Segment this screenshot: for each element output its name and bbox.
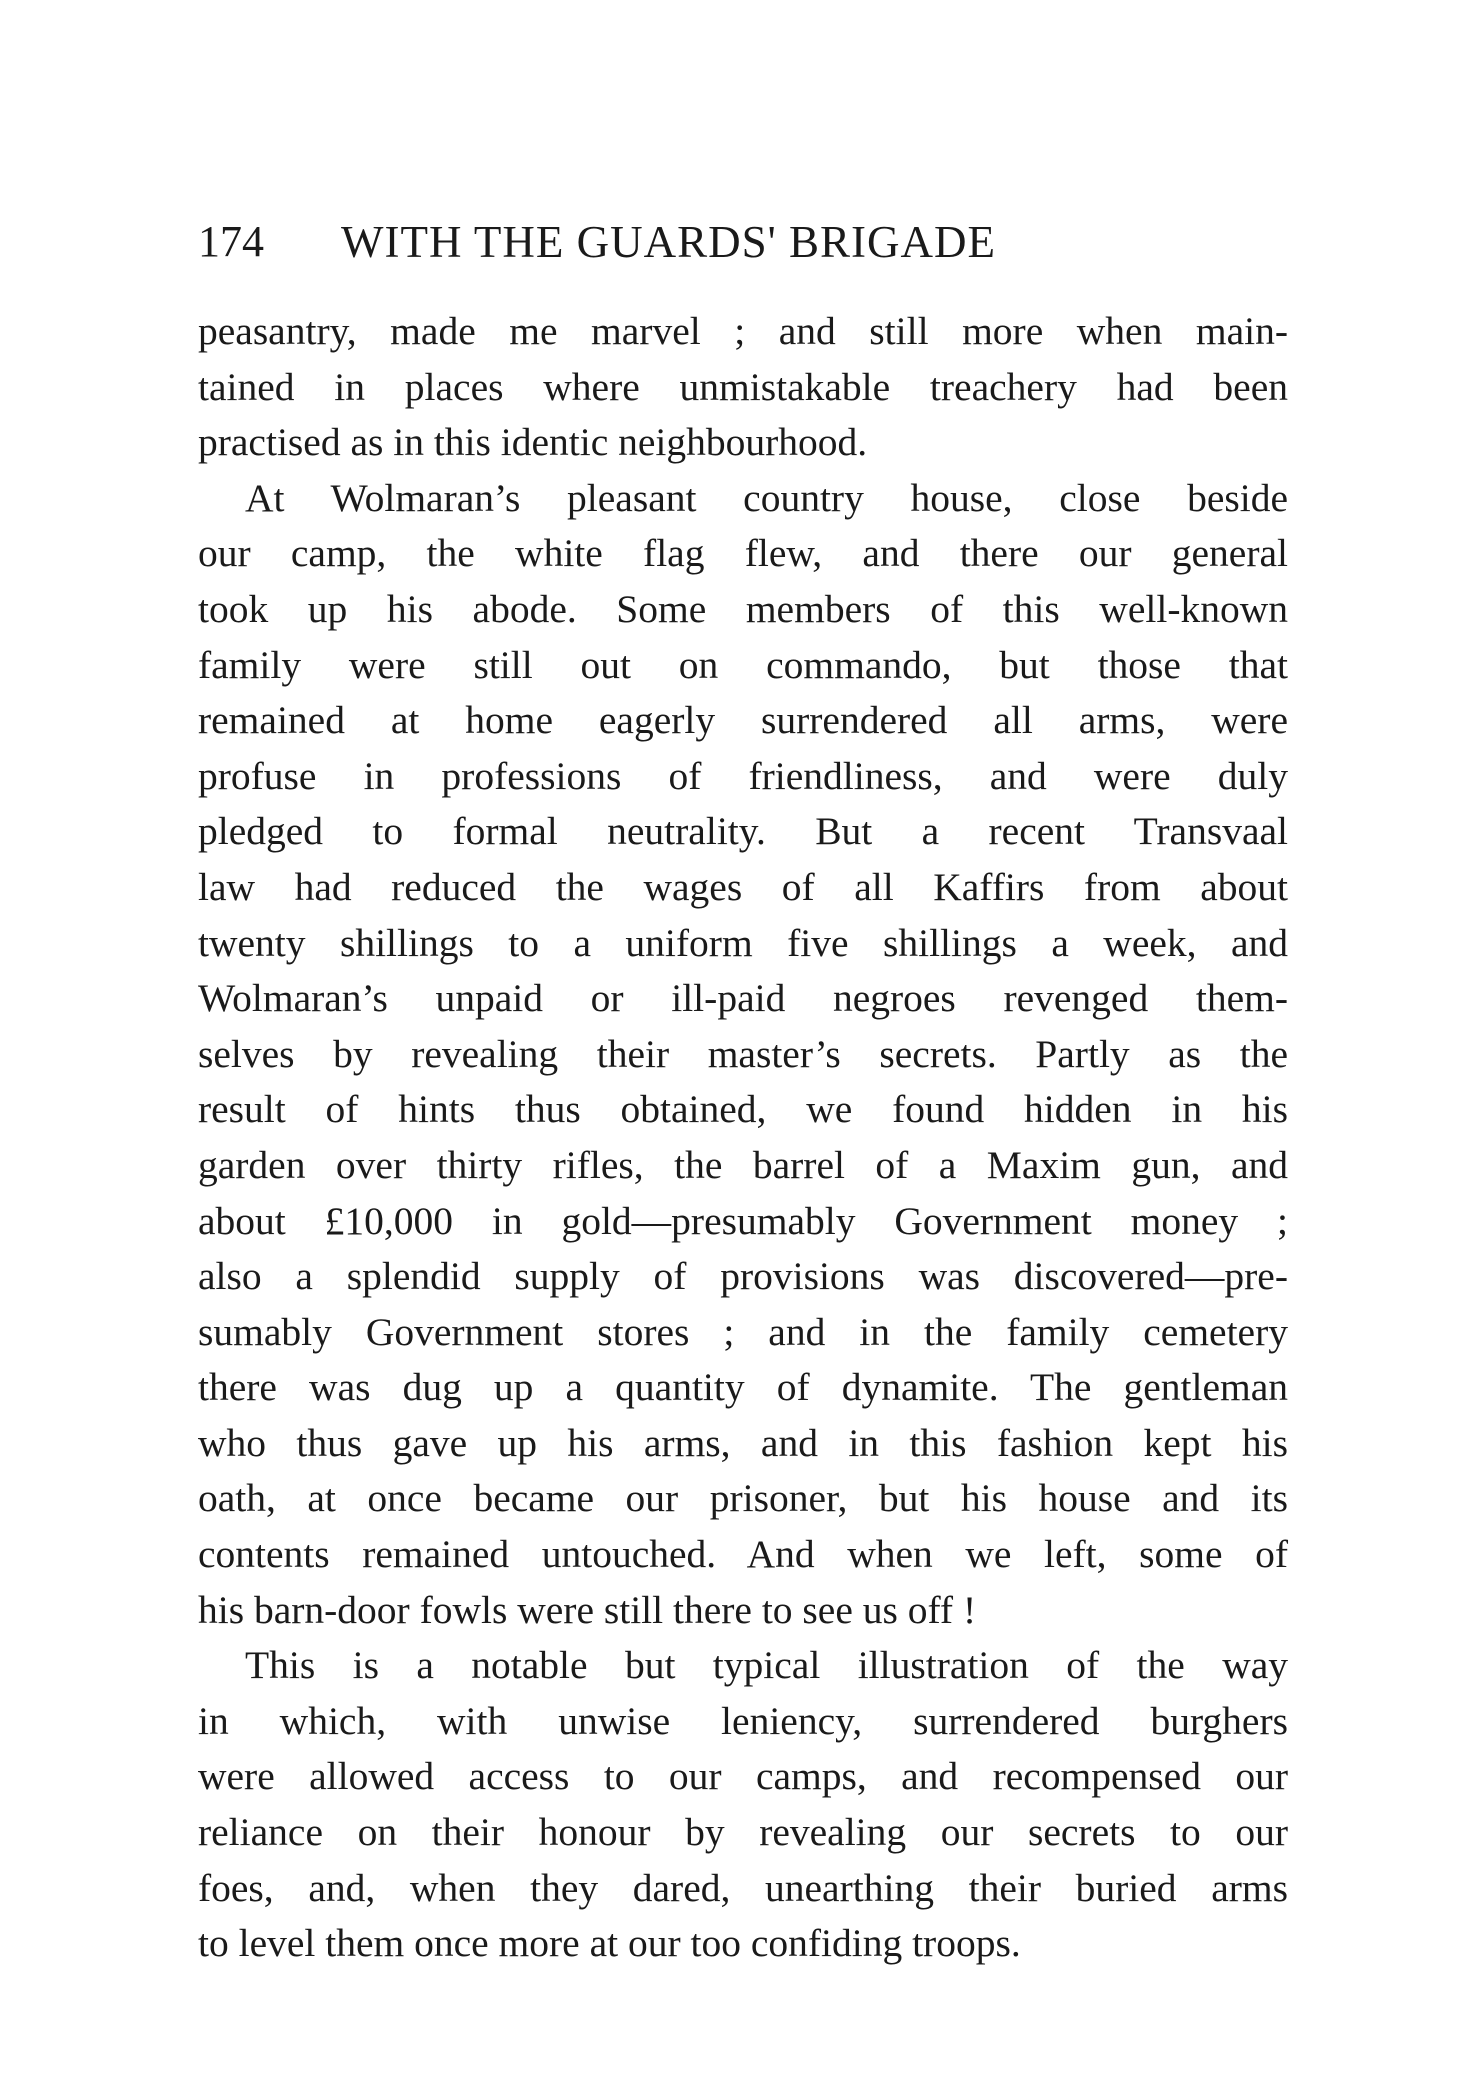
paragraph bbox=[198, 304, 1288, 471]
text-line: his barn-door fowls were still there to see us off ! bbox=[198, 1587, 977, 1632]
body-text bbox=[198, 304, 1288, 1972]
text-line: in which, with unwise leniency, surrendered burghers bbox=[198, 1698, 1288, 1743]
text-line: who thus gave up his arms, and in this fashion kept his bbox=[198, 1420, 1288, 1465]
text-line: about £10,000 in gold—presumably Government money ; bbox=[198, 1198, 1288, 1243]
text-line: to level them once more at our too confiding troops. bbox=[198, 1921, 1021, 1966]
text-line: pledged to formal neutrality. But a recent Transvaal bbox=[198, 809, 1288, 854]
text-line: foes, and, when they dared, unearthing their buried arms bbox=[198, 1865, 1288, 1910]
text-line: sumably Government stores ; and in the family cemetery bbox=[198, 1309, 1288, 1354]
text-line: peasantry, made me marvel ; and still more when main- bbox=[198, 309, 1288, 353]
paragraph bbox=[198, 471, 1288, 1638]
page-header bbox=[198, 212, 1288, 272]
text-line: took up his abode. Some members of this well-known bbox=[198, 586, 1288, 631]
text-line: there was dug up a quantity of dynamite. The gentleman bbox=[198, 1365, 1288, 1410]
text-line: garden over thirty rifles, the barrel of a Maxim gun, and bbox=[198, 1142, 1288, 1187]
text-line: our camp, the white flag flew, and there our general bbox=[198, 531, 1288, 576]
page-number: 174 bbox=[198, 217, 264, 266]
text-line: also a splendid supply of provisions was discovered—pre- bbox=[198, 1254, 1288, 1299]
text-line: profuse in professions of friendliness, and were duly bbox=[198, 753, 1288, 798]
text-line: reliance on their honour by revealing our secrets to our bbox=[198, 1810, 1288, 1855]
text-line: selves by revealing their master’s secrets. Partly as the bbox=[198, 1031, 1288, 1076]
text-line: tained in places where unmistakable treachery had been bbox=[198, 364, 1288, 409]
paragraph bbox=[198, 1638, 1288, 1972]
text-line: At Wolmaran’s pleasant country house, close beside bbox=[245, 475, 1288, 520]
text-line: family were still out on commando, but those that bbox=[198, 642, 1288, 687]
text-line: twenty shillings to a uniform five shillings a week, and bbox=[198, 920, 1288, 965]
text-line: result of hints thus obtained, we found hidden in his bbox=[198, 1087, 1288, 1132]
text-line: This is a notable but typical illustration of the way bbox=[245, 1643, 1288, 1688]
text-line: practised as in this identic neighbourhood. bbox=[198, 420, 868, 465]
running-head: WITH THE GUARDS' BRIGADE bbox=[341, 217, 996, 267]
text-line: oath, at once became our prisoner, but his house and its bbox=[198, 1476, 1288, 1521]
text-line: were allowed access to our camps, and recompensed our bbox=[198, 1754, 1288, 1799]
text-line: contents remained untouched. And when we left, some of bbox=[198, 1532, 1288, 1577]
text-line: remained at home eagerly surrendered all arms, were bbox=[198, 698, 1288, 743]
text-line: Wolmaran’s unpaid or ill-paid negroes revenged them- bbox=[198, 976, 1288, 1021]
text-line: law had reduced the wages of all Kaffirs from about bbox=[198, 864, 1288, 909]
